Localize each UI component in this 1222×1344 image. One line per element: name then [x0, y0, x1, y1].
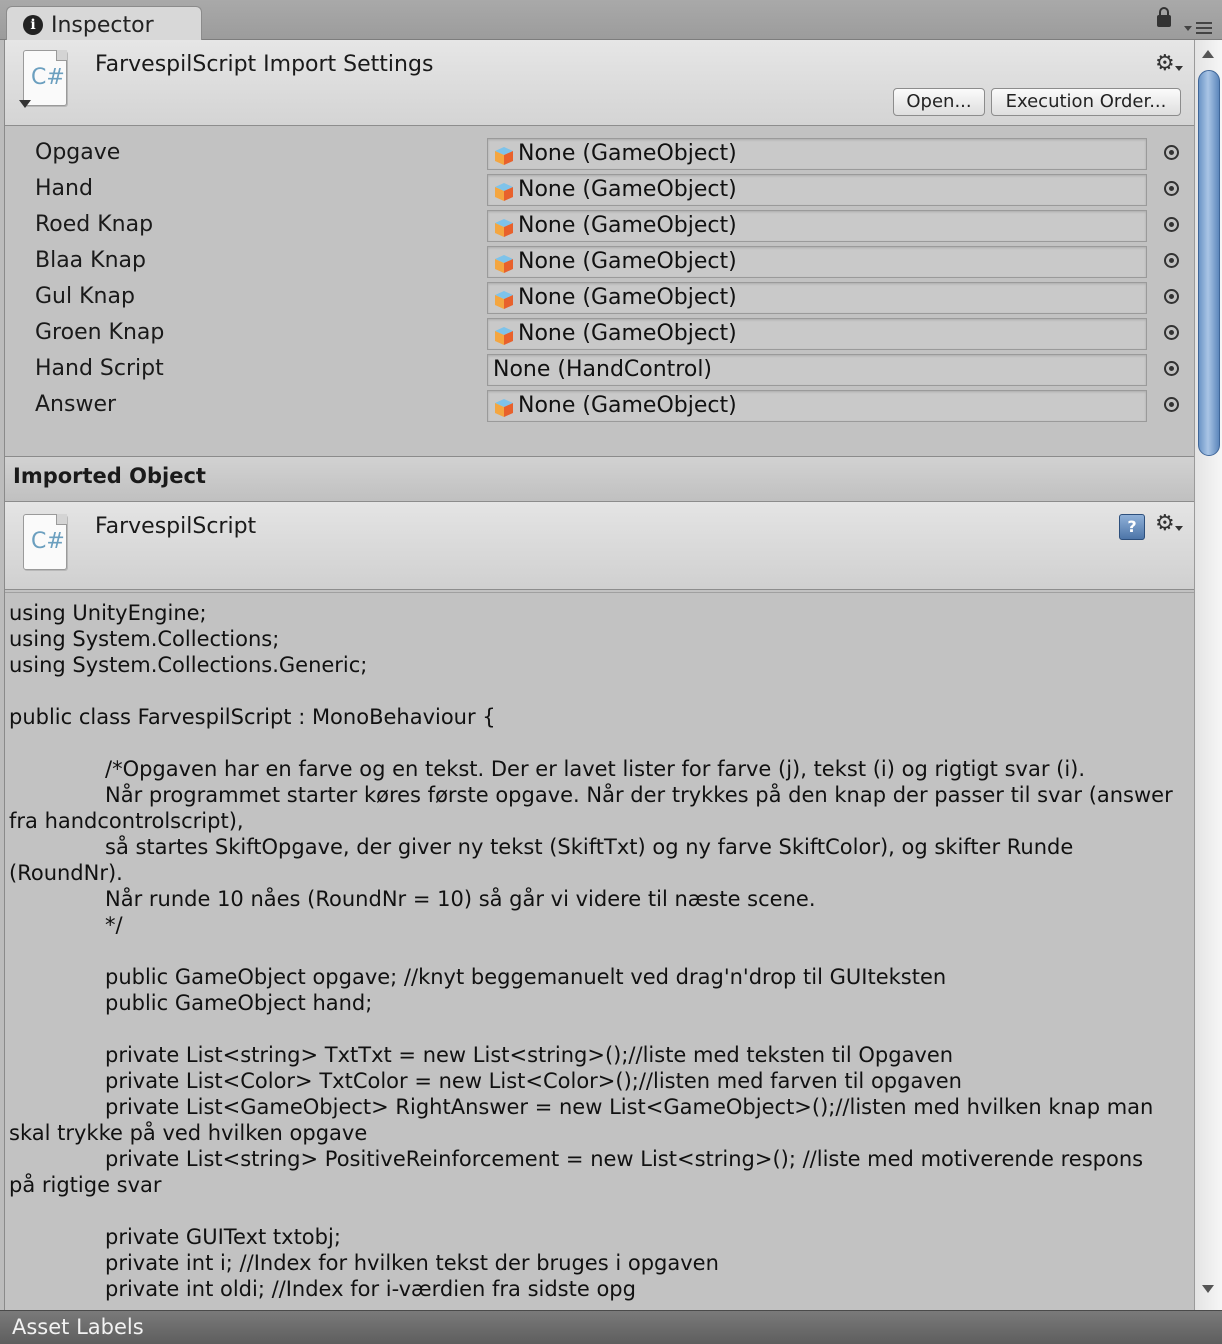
- import-settings-header: [5, 40, 1194, 126]
- object-picker-icon[interactable]: [1164, 397, 1179, 412]
- open-button[interactable]: Open...: [893, 88, 985, 116]
- gameobject-cube-icon: [494, 182, 514, 202]
- gear-icon[interactable]: ⚙: [1155, 52, 1185, 76]
- object-field[interactable]: [487, 354, 1147, 386]
- code-line: private List<string> TxtTxt = new List<string>();//liste med teksten til Opgaven: [105, 1043, 954, 1067]
- object-picker-icon[interactable]: [1164, 361, 1179, 376]
- object-picker-icon[interactable]: [1164, 253, 1179, 268]
- object-field[interactable]: [487, 318, 1147, 350]
- gear-icon[interactable]: ⚙: [1155, 512, 1185, 536]
- object-field[interactable]: [487, 390, 1147, 422]
- inspector-tab[interactable]: [6, 6, 202, 42]
- code-line: */: [105, 913, 123, 937]
- field-row-gul-knap: [5, 281, 1194, 317]
- object-picker-icon[interactable]: [1164, 145, 1179, 160]
- field-row-hand: [5, 173, 1194, 209]
- field-row-groen-knap: [5, 317, 1194, 353]
- code-line: /*Opgaven har en farve og en tekst. Der er lavet lister for farve (j), tekst (i) og rigtigt svar (i).: [105, 757, 1086, 781]
- foldout-arrow-icon[interactable]: [19, 100, 31, 108]
- scroll-up-arrow-icon[interactable]: [1202, 50, 1214, 58]
- object-picker-icon[interactable]: [1164, 289, 1179, 304]
- inspector-tab-label: Inspector: [51, 13, 154, 38]
- object-field[interactable]: [487, 174, 1147, 206]
- code-line: public class FarvespilScript : MonoBehaviour {: [9, 705, 496, 729]
- object-picker-icon[interactable]: [1164, 325, 1179, 340]
- inspector-content: [4, 40, 1194, 1310]
- gameobject-cube-icon: [494, 146, 514, 166]
- field-label: Hand Script: [35, 356, 164, 381]
- field-label: Opgave: [35, 140, 121, 165]
- gameobject-cube-icon: [494, 290, 514, 310]
- imported-object-header: [5, 502, 1194, 590]
- csharp-script-icon: C#: [23, 50, 67, 106]
- object-picker-icon[interactable]: [1164, 217, 1179, 232]
- field-value: None (GameObject): [518, 177, 737, 202]
- imported-object-name: FarvespilScript: [95, 514, 257, 539]
- code-line: private int oldi; //Index for i-værdien fra sidste opg: [105, 1277, 636, 1301]
- lock-icon[interactable]: [1157, 15, 1171, 27]
- scrollbar-thumb[interactable]: [1198, 70, 1220, 456]
- code-line: (RoundNr).: [9, 861, 123, 885]
- csharp-script-icon: C#: [23, 514, 67, 570]
- field-row-blaa-knap: [5, 245, 1194, 281]
- inspector-tab-bar: [0, 0, 1222, 40]
- field-value: None (GameObject): [518, 141, 737, 166]
- object-field[interactable]: [487, 282, 1147, 314]
- execution-order-button[interactable]: Execution Order...: [991, 88, 1181, 116]
- field-value: None (GameObject): [518, 285, 737, 310]
- panel-menu-icon[interactable]: [1184, 20, 1214, 38]
- field-row-hand-script: [5, 353, 1194, 389]
- field-label: Hand: [35, 176, 93, 201]
- section-title: Imported Object: [13, 464, 206, 488]
- field-label: Roed Knap: [35, 212, 154, 237]
- field-label: Answer: [35, 392, 117, 417]
- asset-labels-bar[interactable]: [0, 1310, 1222, 1344]
- object-field[interactable]: [487, 138, 1147, 170]
- code-line: private int i; //Index for hvilken tekst der bruges i opgaven: [105, 1251, 719, 1275]
- field-row-opgave: [5, 137, 1194, 173]
- info-icon: i: [23, 15, 43, 35]
- page-title: FarvespilScript Import Settings: [95, 52, 434, 77]
- code-line: Når runde 10 nåes (RoundNr = 10) så går vi videre til næste scene.: [105, 887, 816, 911]
- gameobject-cube-icon: [494, 326, 514, 346]
- code-line: using System.Collections;: [9, 627, 280, 651]
- field-label: Groen Knap: [35, 320, 165, 345]
- code-line: fra handcontrolscript),: [9, 809, 244, 833]
- help-book-icon[interactable]: ?: [1119, 514, 1145, 540]
- field-value: None (GameObject): [518, 249, 737, 274]
- code-line: skal trykke på ved hvilken opgave: [9, 1121, 368, 1145]
- field-label: Gul Knap: [35, 284, 135, 309]
- field-row-answer: [5, 389, 1194, 425]
- field-label: Blaa Knap: [35, 248, 146, 273]
- asset-labels-title: Asset Labels: [12, 1315, 144, 1339]
- vertical-scrollbar[interactable]: [1194, 40, 1222, 1310]
- field-value: None (GameObject): [518, 393, 737, 418]
- scroll-down-arrow-icon[interactable]: [1202, 1285, 1214, 1293]
- imported-object-section-header: [5, 456, 1194, 502]
- code-line: using UnityEngine;: [9, 601, 207, 625]
- code-line: public GameObject hand;: [105, 991, 373, 1015]
- gameobject-cube-icon: [494, 218, 514, 238]
- script-fields: [5, 127, 1194, 457]
- code-line: Når programmet starter køres første opgave. Når der trykkes på den knap der passer til svar (answer: [105, 783, 1173, 807]
- code-line: så startes SkiftOpgave, der giver ny tekst (SkiftTxt) og ny farve SkiftColor), og skifter Runde: [105, 835, 1074, 859]
- script-source-preview: [5, 592, 1194, 1310]
- code-line: private List<GameObject> RightAnswer = new List<GameObject>();//listen med hvilken knap man: [105, 1095, 1154, 1119]
- object-picker-icon[interactable]: [1164, 181, 1179, 196]
- field-value: None (GameObject): [518, 321, 737, 346]
- gameobject-cube-icon: [494, 398, 514, 418]
- code-line: private List<Color> TxtColor = new List<Color>();//listen med farven til opgaven: [105, 1069, 962, 1093]
- code-line: using System.Collections.Generic;: [9, 653, 368, 677]
- code-line: private List<string> PositiveReinforcement = new List<string>(); //liste med motiverende respons: [105, 1147, 1144, 1171]
- object-field[interactable]: [487, 210, 1147, 242]
- field-value: None (GameObject): [518, 213, 737, 238]
- object-field[interactable]: [487, 246, 1147, 278]
- code-line: private GUIText txtobj;: [105, 1225, 341, 1249]
- field-row-roed-knap: [5, 209, 1194, 245]
- code-line: public GameObject opgave; //knyt beggemanuelt ved drag'n'drop til GUIteksten: [105, 965, 947, 989]
- code-line: på rigtige svar: [9, 1173, 162, 1197]
- field-value: None (HandControl): [493, 357, 713, 382]
- gameobject-cube-icon: [494, 254, 514, 274]
